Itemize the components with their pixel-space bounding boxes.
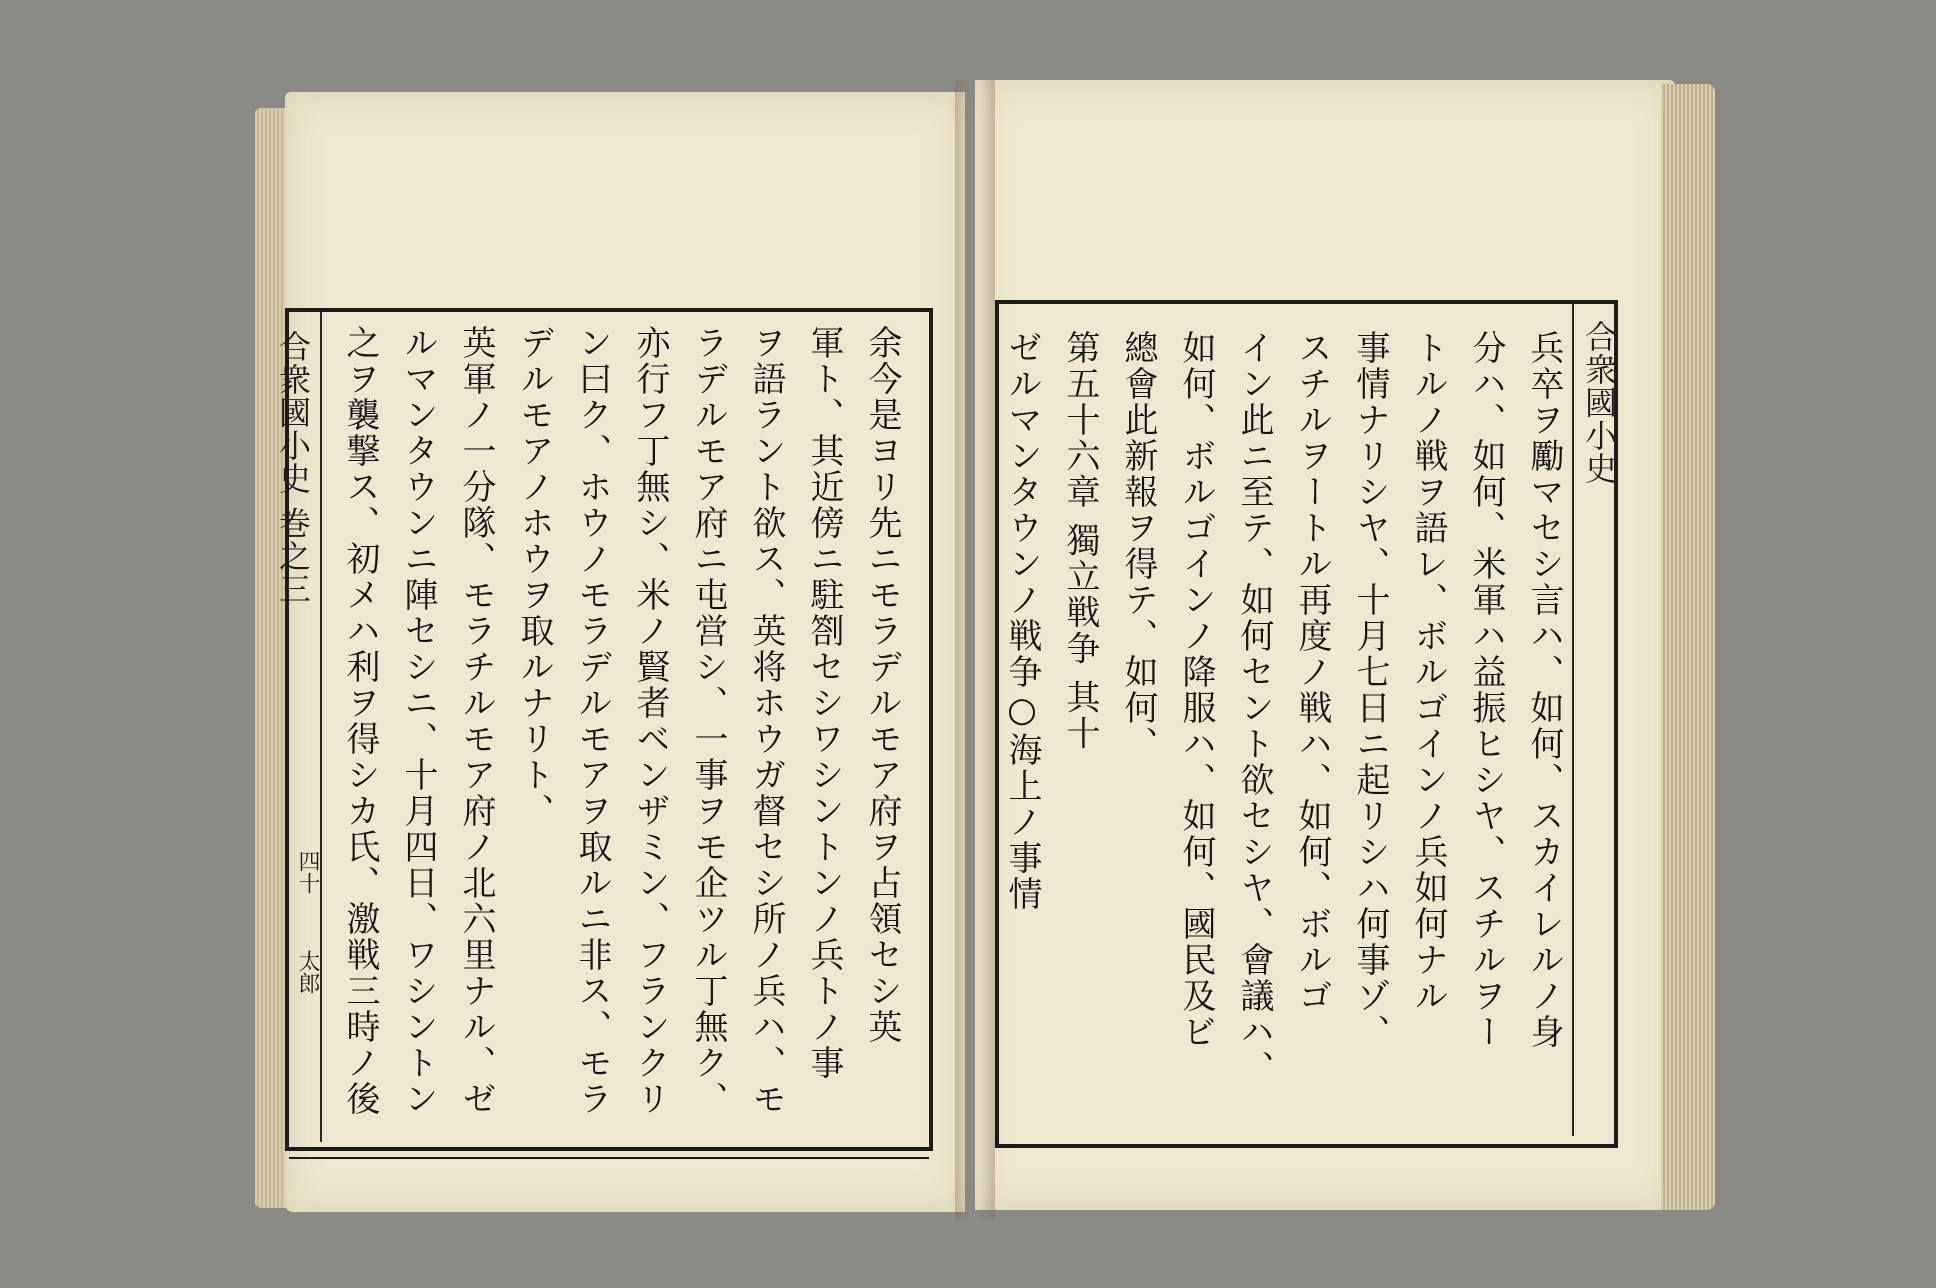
right-page-edges [1661,84,1715,1210]
book-gutter [955,80,995,1220]
left-margin-title: 合衆國小史 巻之三 [274,330,312,606]
right-column-1: 兵卒ヲ勵マセシ言ハ、如何、スカイレルノ身 [1524,330,1564,1050]
left-column-10: 之ヲ襲撃ス、初メハ利ヲ得シカ氏、激戦三時ノ後 [340,325,380,1117]
left-publisher: 太郎 [295,950,320,994]
left-column-2: 軍ト、其近傍ニ駐劄セシワシントンノ兵トノ事 [804,325,844,1081]
left-column-4: ラデルモア府ニ屯営シ、一事ヲモ企ツル丁無ク、 [688,325,728,1117]
right-column-7: 如何、ボルゴインノ降服ハ、如何、國民及ビ [1176,330,1216,1050]
right-column-5: スチルヲートル再度ノ戦ハ、如何、ボルゴ [1292,330,1332,1014]
chapter-subtitle: ゼルマンタウンノ戦争○海上ノ事情 [1002,330,1042,912]
chapter-heading: 第五十六章 獨立戦争 其十 [1060,330,1100,752]
left-margin-rule [320,312,322,1142]
left-column-7: デルモアノホウヲ取ルナリト、 [514,325,554,829]
left-column-9: ルマンタウンニ陣セシニ、十月四日、ワシントン [398,325,438,1117]
right-column-4: 事情ナリシヤ、十月七日ニ起リシハ何事ゾ、 [1350,330,1390,1050]
right-margin-title: 合衆國小史 [1580,320,1618,485]
right-column-2: 分ハ、如何、米軍ハ益振ヒシヤ、スチルヲー [1466,330,1506,1050]
left-column-6: ン曰ク、ホウノモラデルモアヲ取ルニ非ス、モラ [572,325,612,1117]
right-margin-rule [1572,304,1574,1136]
right-column-6: イン此ニ至テ、如何セント欲セシヤ、會議ハ、 [1234,330,1274,1086]
left-column-1: 余今是ヨリ先ニモラデルモア府ヲ占領セシ英 [862,325,902,1045]
left-page-number: 四十 [295,850,320,894]
right-column-3: トルノ戦ヲ語レ、ボルゴインノ兵如何ナル [1408,330,1448,1014]
left-column-8: 英軍ノ一分隊、モラチルモア府ノ北六里ナル、ゼ [456,325,496,1117]
left-column-5: 亦行フ丁無シ、米ノ賢者ベンザミン、フランクリ [630,325,670,1117]
right-column-8: 總會此新報ヲ得テ、如何、 [1118,330,1158,762]
left-column-3: ヲ語ラント欲ス、英将ホウガ督セシ所ノ兵ハ、モ [746,325,786,1117]
